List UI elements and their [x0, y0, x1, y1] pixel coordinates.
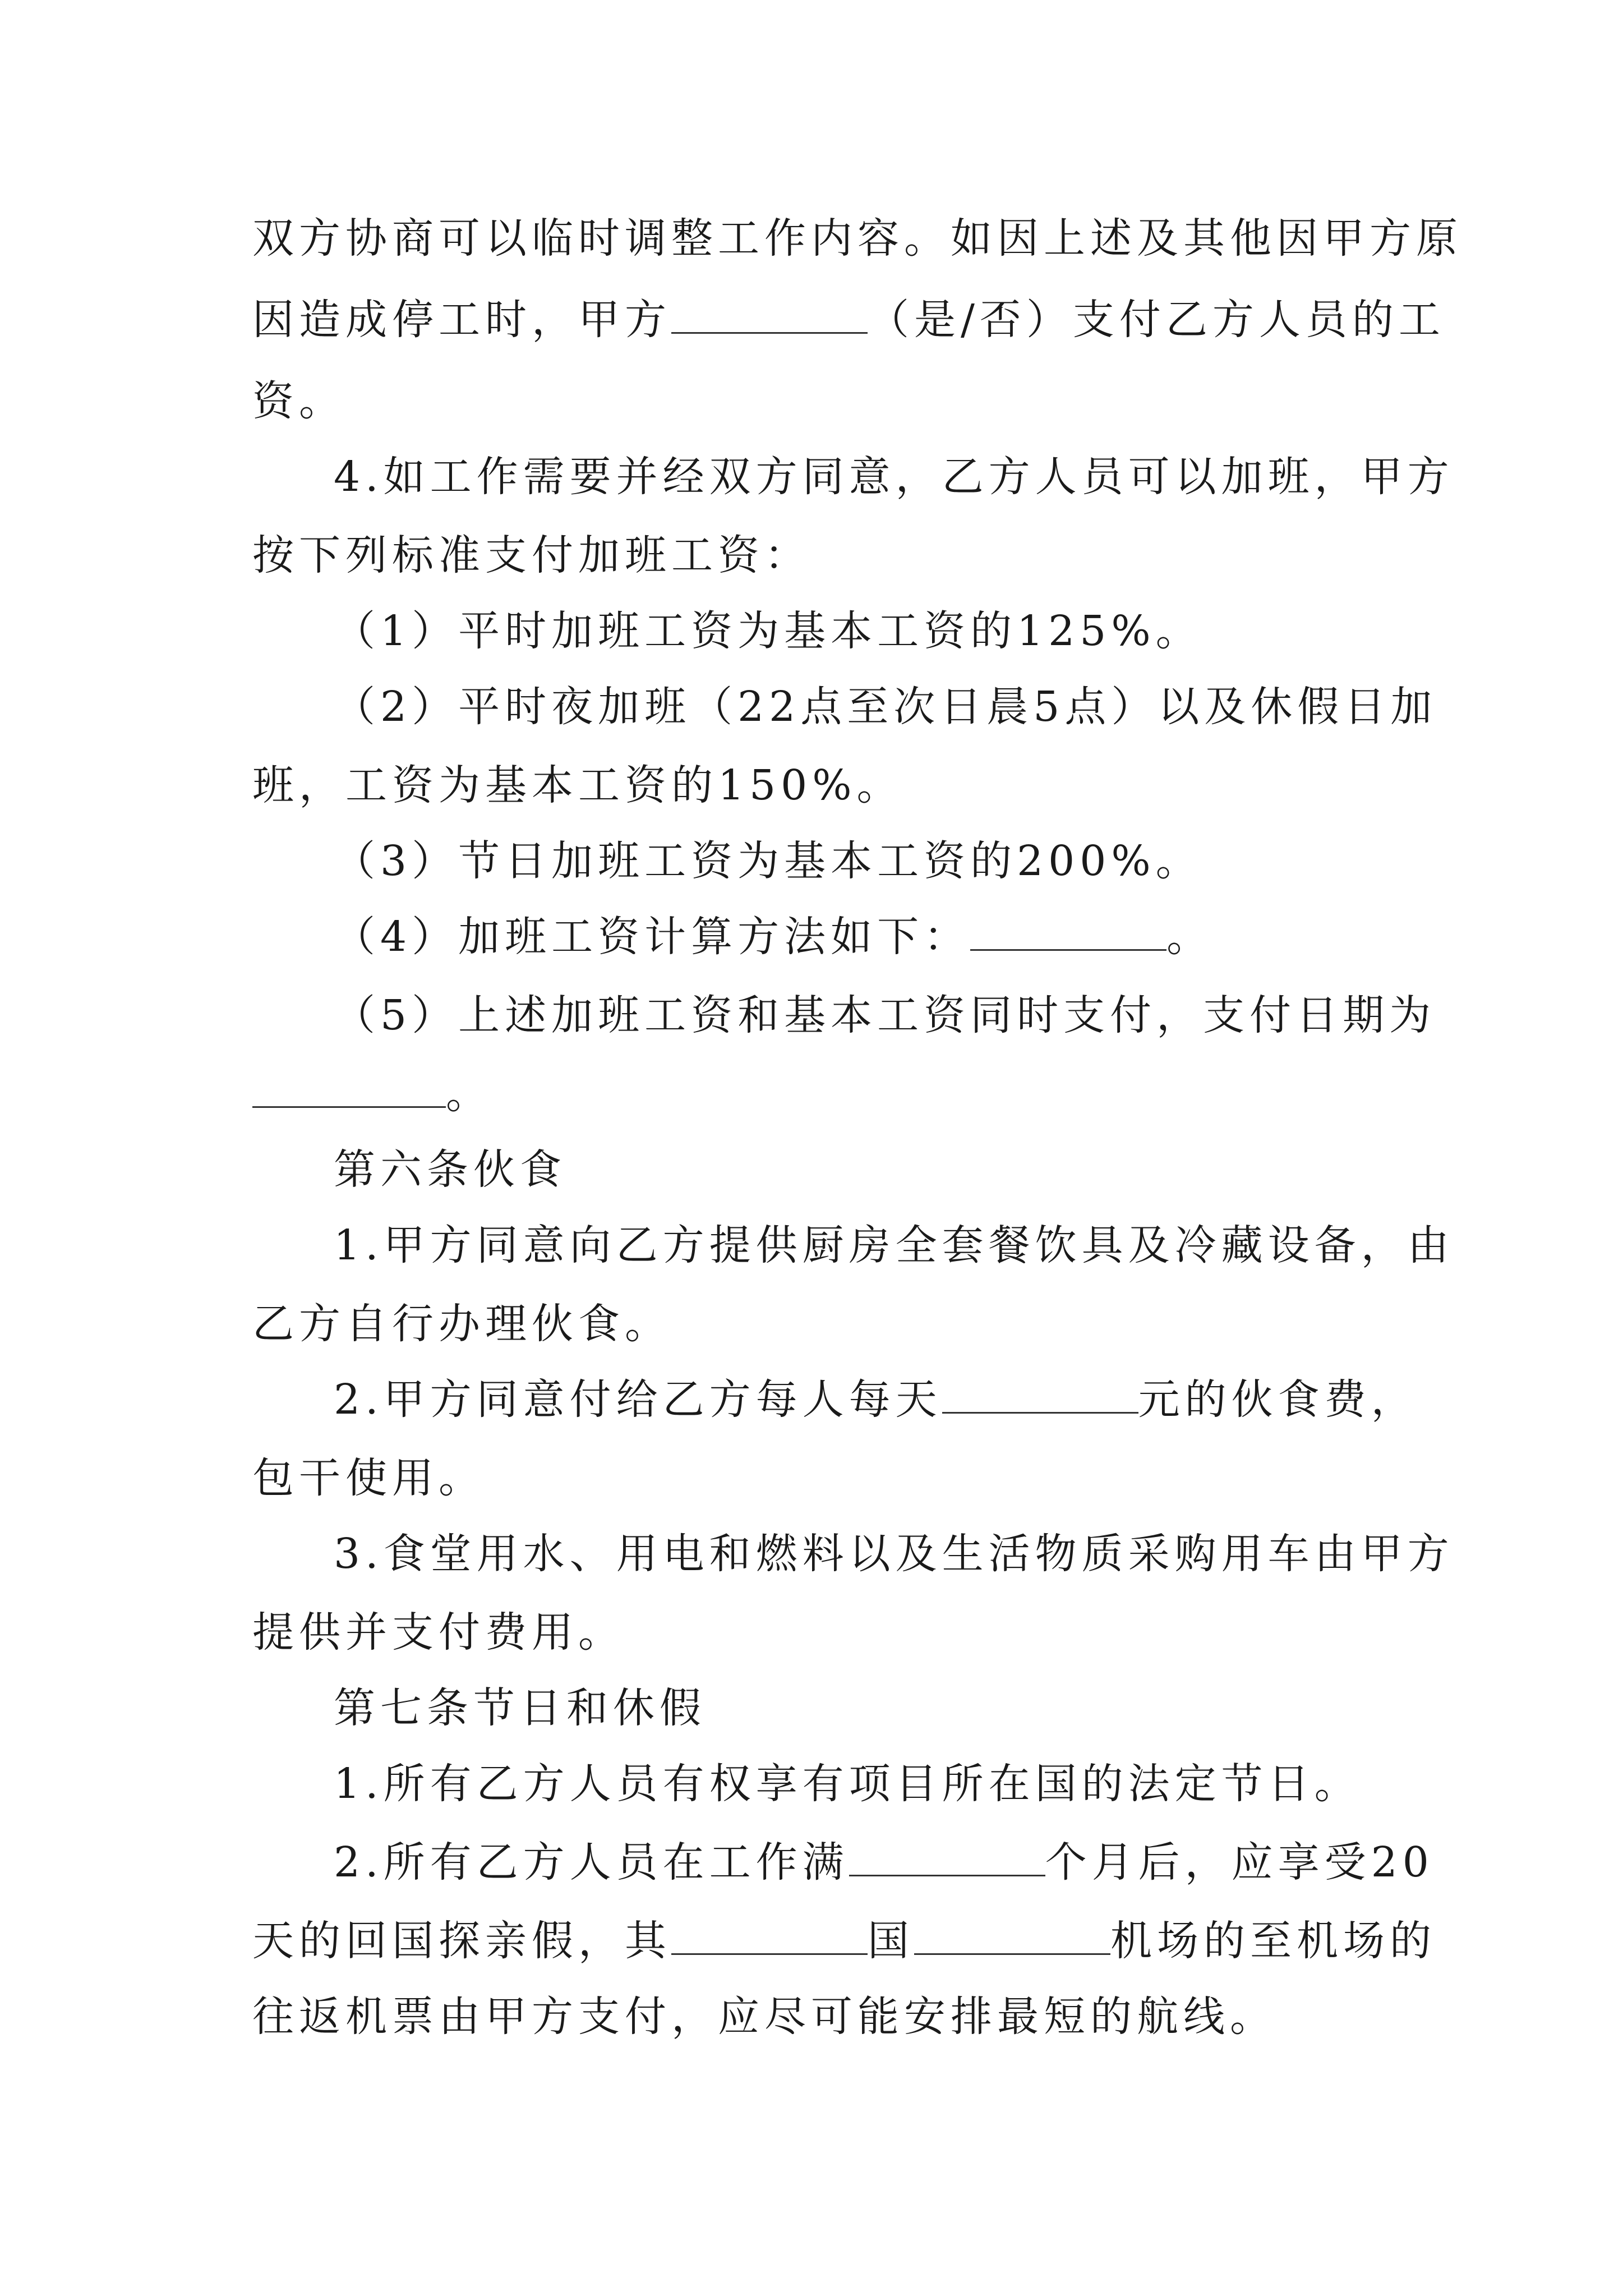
fill-in-blank: [671, 300, 868, 334]
text-line-8: 班，工资为基本工资的150%。: [252, 761, 903, 809]
fill-in-blank: [671, 1921, 868, 1955]
text-line-16: 2.甲方同意付给乙方每人每天 元的伙食费，: [334, 1375, 1418, 1424]
text-line-19: 提供并支付费用。: [252, 1608, 625, 1657]
text-line-3: 资。: [252, 377, 345, 425]
text-line-5: 按下列标准支付加班工资：: [252, 531, 811, 579]
text-line-4: 4.如工作需要并经双方同意，乙方人员可以加班，甲方: [334, 453, 1454, 501]
text-line-15: 乙方自行办理伙食。: [252, 1300, 671, 1348]
text-line-9: （3）节日加班工资为基本工资的200%。: [334, 837, 1202, 885]
fill-in-blank: [252, 1074, 446, 1108]
text-line-24: 往返机票由甲方支付，应尽可能安排最短的航线。: [252, 1993, 1276, 2041]
text-line-11: （5）上述加班工资和基本工资同时支付，支付日期为: [334, 991, 1436, 1039]
text-line-1: 双方协商可以临时调整工作内容。如因上述及其他因甲方原: [252, 214, 1463, 263]
text-line-7: （2）平时夜加班（22点至次日晨5点）以及休假日加: [334, 683, 1437, 731]
text-line-22: 2.所有乙方人员在工作满 个月后，应享受20: [334, 1838, 1434, 1887]
fill-in-blank: [970, 917, 1166, 951]
text-line-17: 包干使用。: [252, 1454, 485, 1502]
section-heading-6: 第六条伙食: [334, 1145, 566, 1194]
section-heading-7: 第七条节日和休假: [334, 1684, 706, 1732]
text-line-23: 天的回国探亲假，其 国 机场的至机场的: [252, 1917, 1436, 1965]
text-line-6: （1）平时加班工资为基本工资的125%。: [334, 607, 1202, 655]
text-line-18: 3.食堂用水、用电和燃料以及生活物质采购用车由甲方: [334, 1530, 1454, 1578]
text-line-10: （4）加班工资计算方法如下： 。: [334, 913, 1214, 961]
text-line-14: 1.甲方同意向乙方提供厨房全套餐饮具及冷藏设备，由: [334, 1221, 1454, 1269]
text-line-2: 因造成停工时，甲方 （是/否）支付乙方人员的工: [252, 296, 1445, 344]
fill-in-blank: [914, 1921, 1110, 1955]
fill-in-blank: [942, 1379, 1138, 1414]
text-line-12: 。: [252, 1071, 492, 1116]
fill-in-blank: [849, 1842, 1045, 1876]
text-line-21: 1.所有乙方人员有权享有项目所在国的法定节日。: [334, 1760, 1361, 1808]
